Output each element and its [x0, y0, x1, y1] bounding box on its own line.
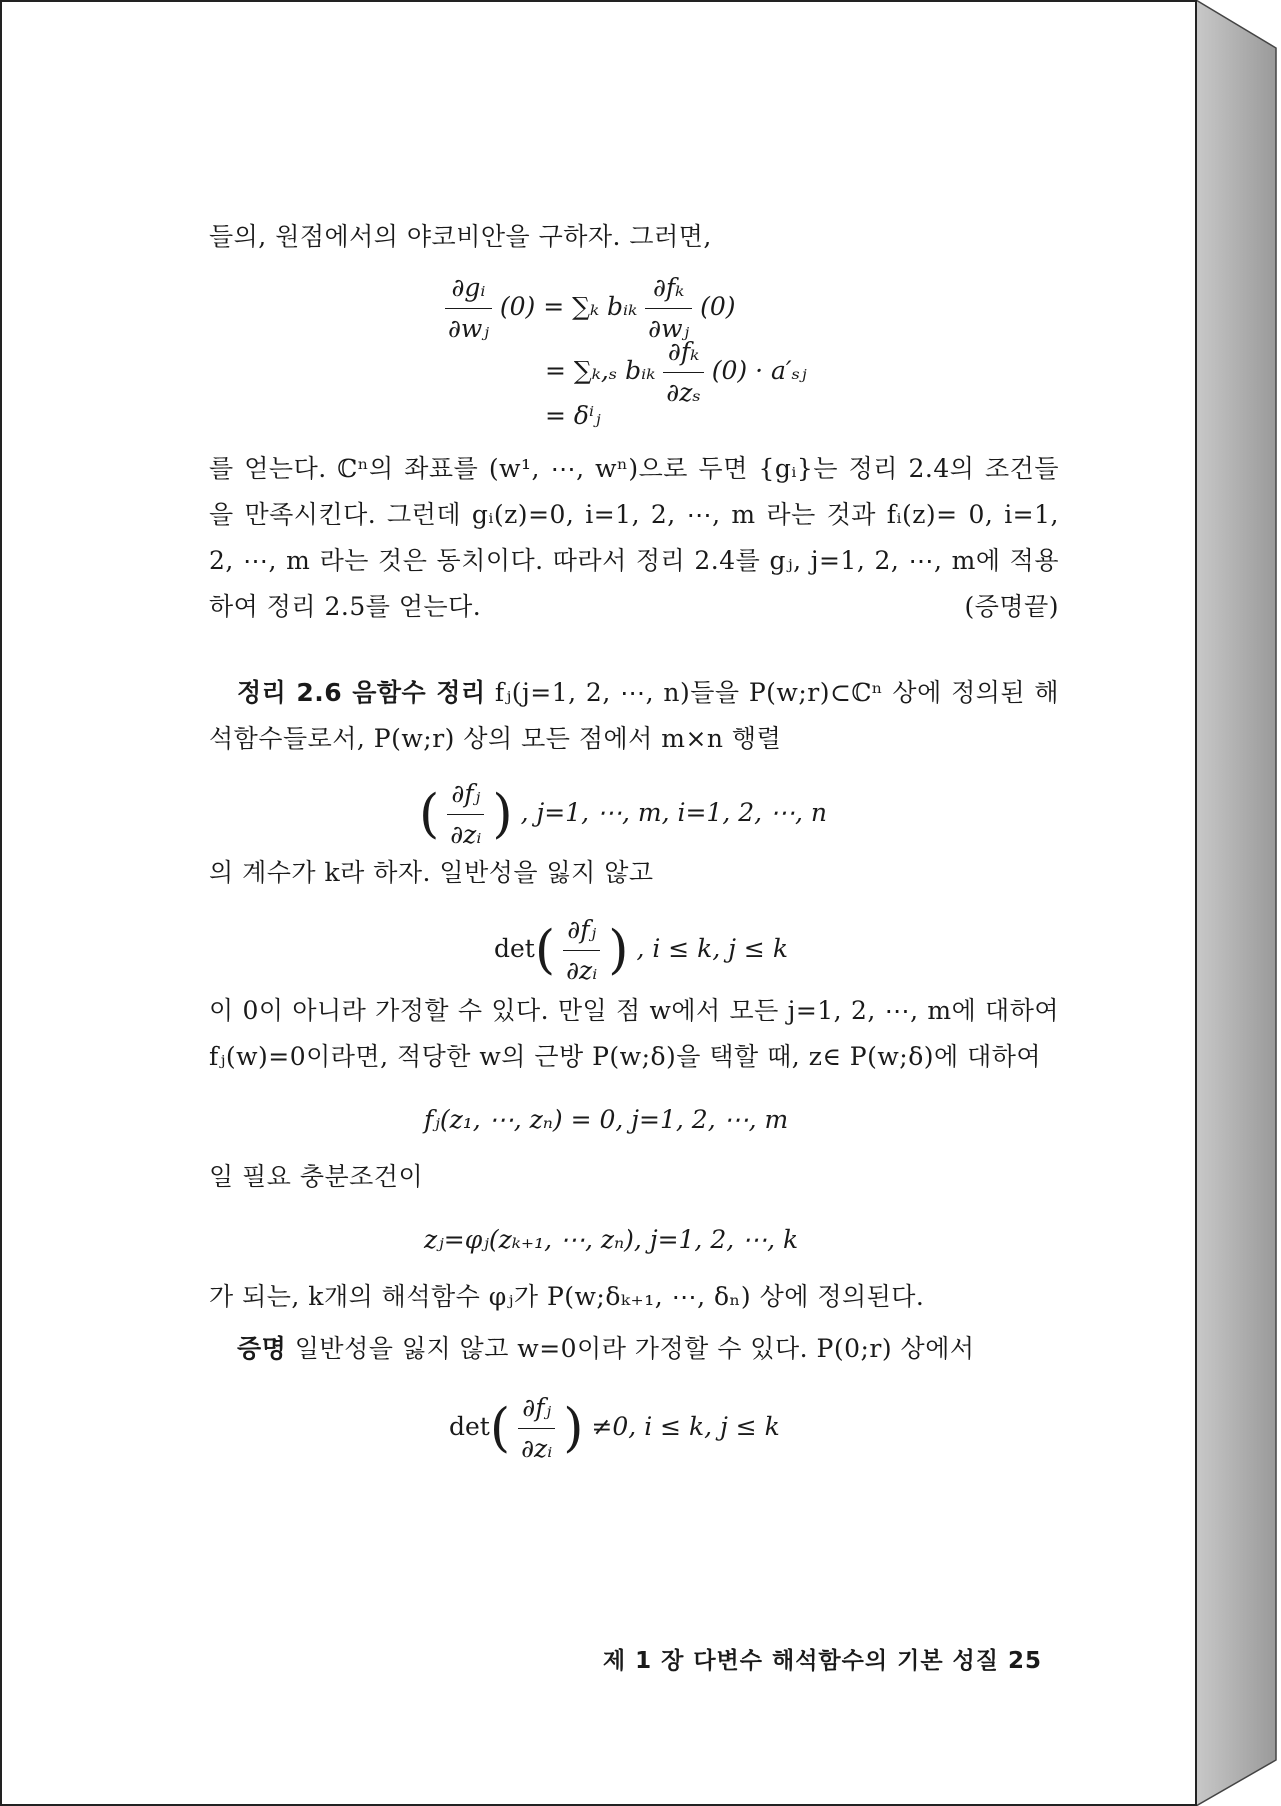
- theorem-text: fⱼ(j=1, 2, ⋯, n)들을 P(w;r)⊂ℂⁿ 상에 정의된 해석함수들로서, P(w;r) 상의 모든 점에서 m×n 행렬: [209, 678, 1059, 753]
- fraction-numerator: ∂fₖ: [663, 332, 704, 373]
- equation-term: det: [494, 934, 535, 963]
- page-footer: 제 1 장 다변수 해석함수의 기본 성질 25: [602, 1648, 1042, 1674]
- fraction-denominator: ∂wⱼ: [448, 314, 489, 343]
- equation-term: = δⁱⱼ: [545, 401, 601, 430]
- paragraph-nonzero: 이 0이 아니라 가정할 수 있다. 만일 점 w에서 모든 j=1, 2, ⋯, m에 대하여 fⱼ(w)=0이라면, 적당한 w의 근방 P(w;δ)을 택할 때, z∈ P(w;δ)에 대하여: [209, 996, 1059, 1071]
- equation-determinant-nonzero: det( $\frac{\text{∂fⱼ}}{\text{∂zᵢ}}$ ) ≠0, i ≤ k, j ≤ k: [449, 1388, 1059, 1452]
- proof-text: 일반성을 잃지 않고 w=0이라 가정할 수 있다. P(0;r) 상에서: [294, 1334, 975, 1363]
- equation-implicit: zⱼ=φⱼ(zₖ₊₁, ⋯, zₙ), j=1, 2, ⋯, k: [424, 1225, 799, 1254]
- equation-term: (0): [700, 292, 736, 321]
- theorem-label: 정리 2.6 음함수 정리: [237, 678, 486, 707]
- equation-determinant: det( $\frac{\text{∂fⱼ}}{\text{∂zᵢ}}$ ) , i ≤ k, j ≤ k: [494, 910, 1059, 974]
- equation-jacobian: [445, 268, 1059, 440]
- paragraph-rank: 의 계수가 k라 하자. 일반성을 잃지 않고: [209, 858, 654, 887]
- theorem-2-6: [209, 670, 1059, 762]
- equation-term: , j=1, ⋯, m, i=1, 2, ⋯, n: [520, 798, 828, 827]
- paragraph-theorem-25-proof: [209, 446, 1059, 630]
- page-content: [209, 214, 1059, 1463]
- paragraph-condition: 일 필요 충분조건이: [209, 1162, 424, 1191]
- proof-end-mark: (증명끝): [964, 592, 1059, 621]
- fraction-numerator: ∂gᵢ: [445, 268, 492, 309]
- equation-term: = ∑ₖ,ₛ bᵢₖ: [545, 356, 656, 385]
- equation-term: det: [449, 1412, 490, 1441]
- proof-label: 증명: [237, 1334, 287, 1363]
- fraction-numerator: ∂fⱼ: [518, 1388, 555, 1429]
- fraction-numerator: ∂fⱼ: [563, 910, 600, 951]
- paragraph-text: 를 얻는다. ℂⁿ의 좌표를 (w¹, ⋯, wⁿ)으로 두면 {gᵢ}는 정리 2.4의 조건들을 만족시킨다. 그런데 gᵢ(z)=0, i=1, 2, ⋯, m 라는 것과 fᵢ(z)= 0, i=1, 2, ⋯, m 라는 것은 동치이다. 따라서 정리 2.4를 gⱼ, j=1, 2, ⋯, m에 적용하여 정리 2.5를 얻는다.: [209, 454, 1059, 621]
- equation-term: (0) = ∑ₖ bᵢₖ: [499, 292, 638, 321]
- paragraph-analytic-functions: 가 되는, k개의 해석함수 φⱼ가 P(w;δₖ₊₁, ⋯, δₙ) 상에 정의된다.: [209, 1282, 925, 1311]
- proof-2-6: [209, 1326, 1059, 1372]
- book-edge: [1196, 0, 1281, 1806]
- fraction-denominator: ∂zᵢ: [450, 820, 482, 849]
- equation-zero-set: fⱼ(z₁, ⋯, zₙ) = 0, j=1, 2, ⋯, m: [424, 1105, 789, 1134]
- equation-term: ≠0, i ≤ k, j ≤ k: [591, 1412, 780, 1441]
- equation-matrix: ( $\frac{\text{∂fⱼ}}{\text{∂zᵢ}}$ ) , j=1, ⋯, m, i=1, 2, ⋯, n: [419, 774, 1059, 838]
- fraction-denominator: ∂zᵢ: [521, 1434, 553, 1463]
- paragraph-jacobian-intro: 들의, 원점에서의 야코비안을 구하자. 그러면,: [209, 222, 712, 251]
- fraction-denominator: ∂wⱼ: [648, 314, 690, 343]
- fraction-denominator: ∂zᵢ: [566, 956, 598, 985]
- equation-term: (0) · a′ₛⱼ: [711, 356, 807, 385]
- equation-term: , i ≤ k, j ≤ k: [636, 934, 788, 963]
- fraction-numerator: ∂fⱼ: [447, 774, 484, 815]
- fraction-denominator: ∂zₛ: [666, 378, 701, 407]
- fraction-numerator: ∂fₖ: [645, 268, 692, 309]
